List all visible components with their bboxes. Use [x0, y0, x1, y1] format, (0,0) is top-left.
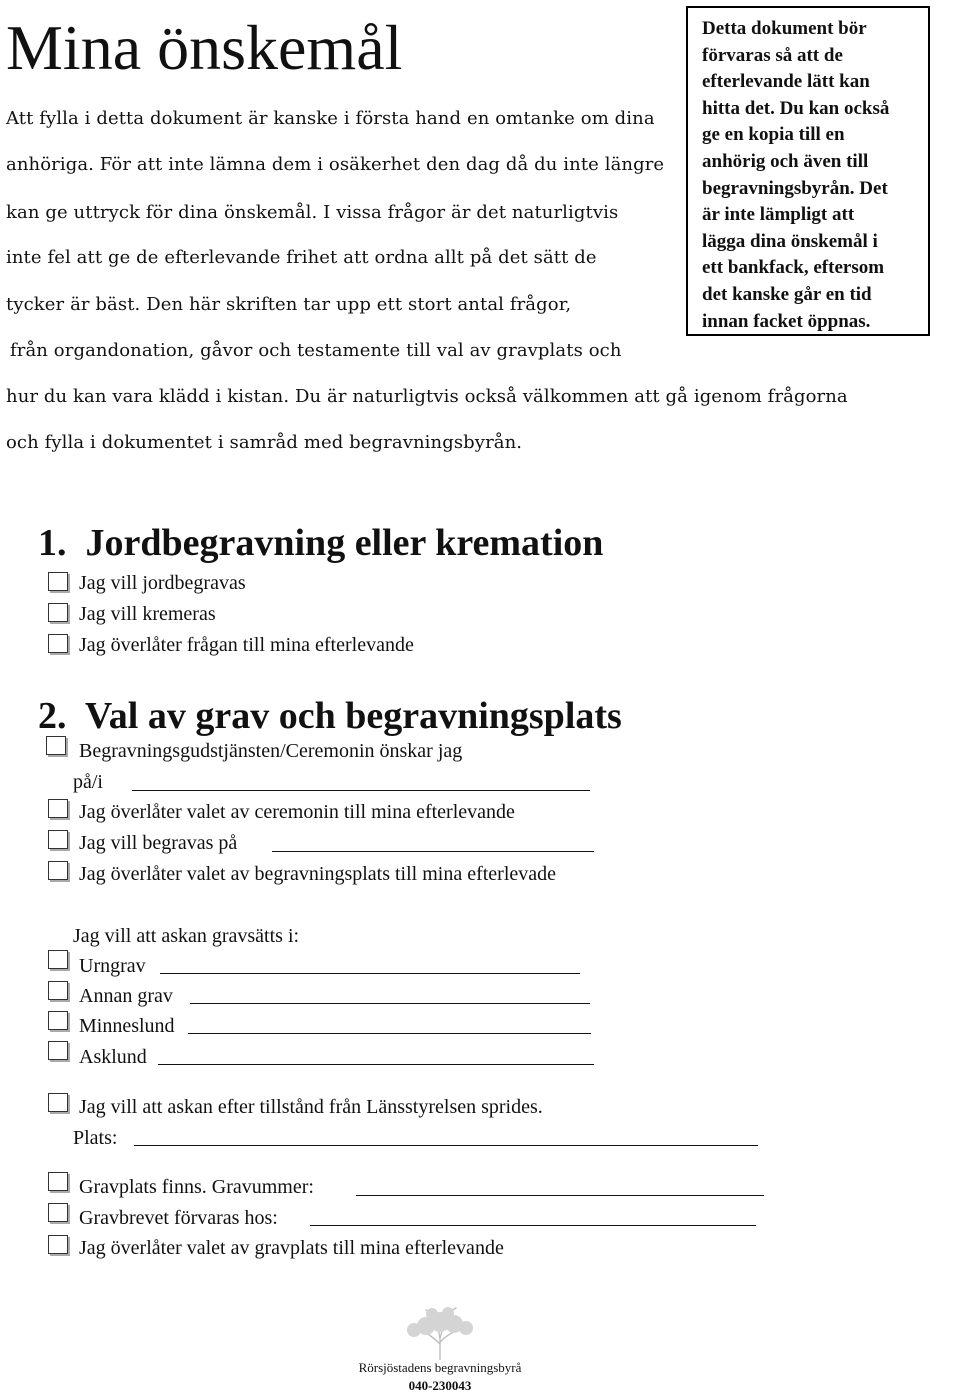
field-label: på/i — [73, 771, 103, 793]
intro-line: anhöriga. För att inte lämna dem i osäkerhet den dag då du inte längre — [6, 154, 665, 175]
asklund-field[interactable] — [158, 1064, 594, 1065]
checkbox-leave-ceremony[interactable] — [48, 799, 68, 818]
grave-number-field[interactable] — [356, 1195, 764, 1196]
notice-line: det kanske går en tid — [702, 283, 872, 305]
section2-number: 2. — [38, 695, 67, 737]
section1-heading — [38, 520, 603, 566]
ceremony-place-field[interactable] — [132, 790, 590, 791]
urngrav-field[interactable] — [160, 973, 580, 974]
burial-place-field[interactable] — [272, 851, 594, 852]
checkbox-urngrav[interactable] — [48, 950, 68, 969]
checkbox-grave-exists[interactable] — [48, 1172, 68, 1191]
intro-line: från organdonation, gåvor och testamente till val av gravplats och — [10, 340, 622, 361]
checkbox-leave-grave[interactable] — [48, 1235, 68, 1254]
intro-line: och fylla i dokumentet i samråd med begravningsbyrån. — [6, 432, 523, 453]
checkbox-scatter-ashes[interactable] — [48, 1093, 68, 1112]
notice-line: efterlevande lätt kan — [702, 71, 870, 93]
checkbox-ceremony[interactable] — [46, 736, 66, 755]
intro-line: tycker är bäst. Den här skriften tar upp ett stort antal frågor, — [6, 294, 572, 315]
section2-title: Val av grav och begravningsplats — [84, 695, 622, 737]
section1-number: 1. — [38, 522, 67, 564]
checkbox-minneslund[interactable] — [48, 1011, 68, 1030]
notice-line: ett bankfack, eftersom — [702, 257, 885, 279]
annan-grav-field[interactable] — [190, 1003, 590, 1004]
grave-deed-field[interactable] — [310, 1225, 756, 1226]
notice-line: hitta det. Du kan också — [702, 97, 890, 119]
notice-line: ge en kopia till en — [702, 124, 845, 146]
checkbox-cremate[interactable] — [48, 603, 68, 622]
notice-line: anhörig och även till — [702, 150, 869, 172]
intro-line: Att fylla i detta dokument är kanske i första hand en omtanke om dina — [6, 108, 655, 129]
intro-line: kan ge uttryck för dina önskemål. I vissa frågor är det naturligtvis — [6, 202, 619, 223]
option-label: Jag överlåter valet av gravplats till mina efterlevande — [79, 1237, 504, 1259]
option-label: Annan grav — [79, 985, 173, 1007]
notice-line: förvaras så att de — [702, 44, 843, 66]
option-label: Begravningsgudstjänsten/Ceremonin önskar jag — [79, 740, 463, 762]
minneslund-field[interactable] — [188, 1033, 591, 1034]
option-label: Minneslund — [79, 1015, 175, 1037]
checkbox-burial-place[interactable] — [48, 830, 68, 849]
section1-title: Jordbegravning eller kremation — [85, 522, 604, 564]
notice-line: är inte lämpligt att — [702, 204, 855, 226]
option-label: Jag överlåter frågan till mina efterlevande — [79, 634, 414, 656]
option-label: Jag överlåter valet av ceremonin till mina efterlevande — [79, 801, 515, 823]
storage-notice-box — [686, 6, 930, 336]
checkbox-leave-to-relatives[interactable] — [48, 634, 68, 653]
ashes-heading: Jag vill att askan gravsätts i: — [73, 925, 300, 947]
option-label: Jag överlåter valet av begravningsplats till mina efterlevade — [79, 863, 557, 885]
option-label: Jag vill jordbegravas — [79, 572, 246, 594]
intro-line: inte fel att ge de efterlevande frihet att ordna allt på det sätt de — [6, 247, 597, 268]
checkbox-grave-deed[interactable] — [48, 1203, 68, 1222]
checkbox-annan-grav[interactable] — [48, 981, 68, 1000]
company-phone: 040-230043 — [408, 1378, 472, 1393]
notice-line: lägga dina önskemål i — [702, 230, 878, 252]
checkbox-bury[interactable] — [48, 572, 68, 591]
option-label: Gravbrevet förvaras hos: — [79, 1207, 278, 1229]
option-label: Gravplats finns. Gravummer: — [79, 1176, 314, 1198]
checkbox-asklund[interactable] — [48, 1041, 68, 1060]
option-label: Jag vill att askan efter tillstånd från Länsstyrelsen sprides. — [79, 1096, 543, 1118]
tree-icon — [398, 1306, 482, 1360]
company-name: Rörsjöstadens begravningsbyrå — [358, 1360, 522, 1375]
scatter-place-field[interactable] — [134, 1145, 758, 1146]
page-title: Mina önskemål — [6, 12, 403, 83]
option-label: Urngrav — [79, 955, 146, 977]
intro-line: hur du kan vara klädd i kistan. Du är naturligtvis också välkommen att gå igenom frågorna — [6, 386, 848, 407]
option-label: Asklund — [79, 1046, 147, 1068]
option-label: Jag vill begravas på — [79, 832, 238, 854]
notice-line: begravningsbyrån. Det — [702, 177, 888, 199]
option-label: Jag vill kremeras — [79, 603, 216, 625]
field-label: Plats: — [73, 1127, 118, 1149]
section2-heading — [38, 693, 622, 739]
checkbox-leave-burial-place[interactable] — [48, 861, 68, 880]
notice-line: Detta dokument bör — [702, 18, 867, 39]
notice-line: innan facket öppnas. — [702, 310, 871, 332]
